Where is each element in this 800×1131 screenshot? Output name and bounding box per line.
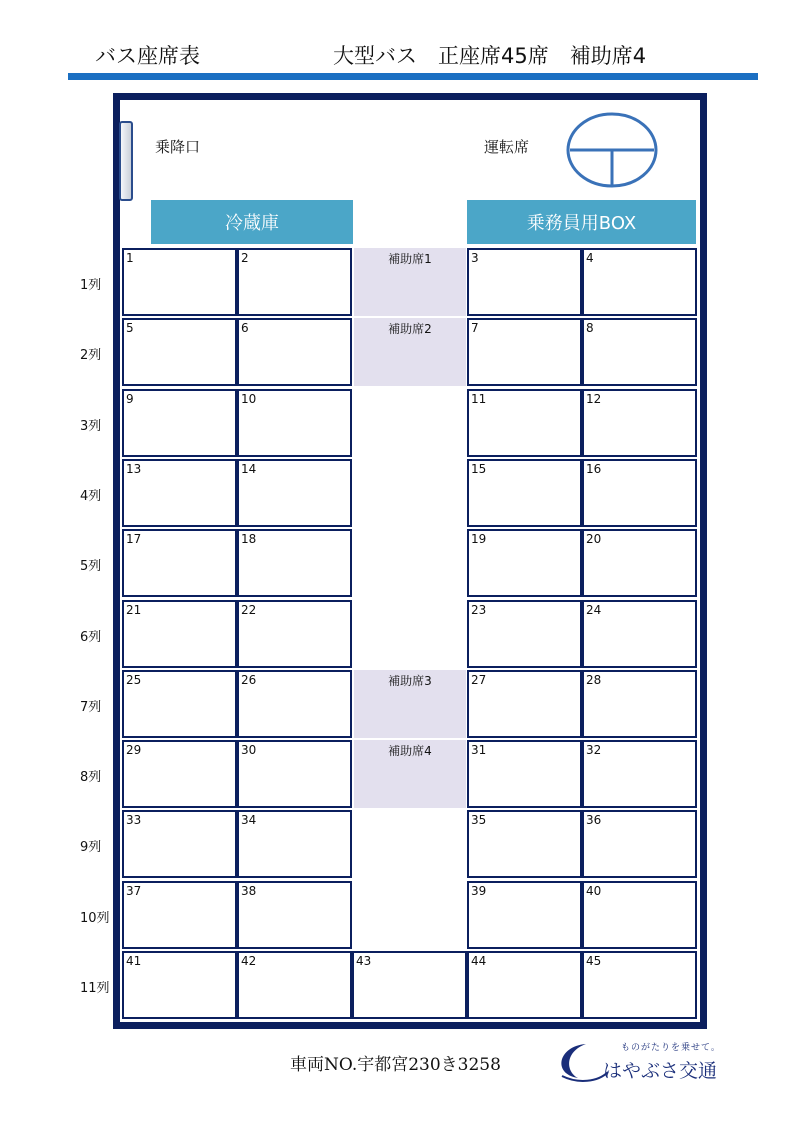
seat[interactable] (582, 318, 697, 386)
company-name: はやぶさ交通 (603, 1060, 718, 1082)
seat[interactable] (582, 248, 697, 316)
seat-number: 42 (241, 954, 257, 968)
seat[interactable] (467, 318, 582, 386)
seat-number: 4 (586, 251, 594, 265)
seat[interactable] (467, 670, 582, 738)
seat-number: 44 (471, 954, 487, 968)
header-title: バス座席表 (95, 44, 200, 68)
seat[interactable] (582, 740, 697, 808)
seat[interactable] (582, 529, 697, 597)
seat[interactable] (237, 670, 352, 738)
seat[interactable] (122, 389, 237, 457)
seat[interactable] (237, 810, 352, 878)
aux-seat[interactable] (354, 740, 466, 808)
seat[interactable] (122, 459, 237, 527)
seat-number: 2 (241, 251, 249, 265)
aux-seat[interactable] (354, 248, 466, 316)
seat-number: 35 (471, 813, 487, 827)
seat[interactable] (582, 881, 697, 949)
fridge-box: 冷蔵庫 (151, 200, 353, 244)
seat-number: 33 (126, 813, 142, 827)
seat-number: 29 (126, 743, 142, 757)
driver-label: 運転席 (484, 138, 530, 156)
seat-number: 18 (241, 532, 257, 546)
seat[interactable] (582, 389, 697, 457)
row-label: 3列 (80, 419, 102, 434)
seat[interactable] (582, 810, 697, 878)
seat-number: 6 (241, 321, 249, 335)
aux-seat[interactable] (354, 318, 466, 386)
row-label: 7列 (80, 700, 102, 715)
seat-number: 22 (241, 603, 257, 617)
row-label: 4列 (80, 489, 102, 504)
seat[interactable] (467, 459, 582, 527)
seat[interactable] (582, 670, 697, 738)
seat-number: 17 (126, 532, 142, 546)
seat[interactable] (237, 600, 352, 668)
seat-number: 27 (471, 673, 487, 687)
seat[interactable] (582, 951, 697, 1019)
seat-number: 28 (586, 673, 602, 687)
seat-number: 9 (126, 392, 134, 406)
seat-number: 36 (586, 813, 602, 827)
seat-number: 13 (126, 462, 142, 476)
seat-number: 43 (356, 954, 372, 968)
aux-seat-label: 補助席2 (388, 322, 432, 336)
seat[interactable] (122, 810, 237, 878)
seat[interactable] (237, 389, 352, 457)
steering-wheel-icon (566, 112, 658, 190)
seat[interactable] (122, 881, 237, 949)
seat[interactable] (467, 600, 582, 668)
row-label: 10列 (80, 911, 110, 926)
seat-number: 38 (241, 884, 257, 898)
seat-number: 7 (471, 321, 479, 335)
seat[interactable] (467, 740, 582, 808)
seat-number: 10 (241, 392, 257, 406)
seat[interactable] (237, 881, 352, 949)
seat-number: 31 (471, 743, 487, 757)
seat-number: 40 (586, 884, 602, 898)
seat-number: 11 (471, 392, 487, 406)
seat[interactable] (352, 951, 467, 1019)
row-label: 11列 (80, 981, 110, 996)
seat-number: 45 (586, 954, 602, 968)
aux-seat-label: 補助席1 (388, 252, 432, 266)
seat[interactable] (237, 529, 352, 597)
door-marker (119, 121, 133, 201)
seat[interactable] (237, 951, 352, 1019)
row-label: 2列 (80, 348, 102, 363)
seat-number: 15 (471, 462, 487, 476)
seat-number: 1 (126, 251, 134, 265)
seat-number: 37 (126, 884, 142, 898)
seat-number: 19 (471, 532, 487, 546)
seat[interactable] (122, 248, 237, 316)
seat-number: 25 (126, 673, 142, 687)
crew-box: 乗務員用BOX (467, 200, 696, 244)
seat[interactable] (122, 600, 237, 668)
seat[interactable] (582, 459, 697, 527)
seat-number: 21 (126, 603, 142, 617)
seat[interactable] (122, 529, 237, 597)
seat[interactable] (467, 881, 582, 949)
seat[interactable] (467, 951, 582, 1019)
header-rule (68, 73, 758, 80)
seat-number: 14 (241, 462, 257, 476)
seat[interactable] (122, 670, 237, 738)
seat-number: 3 (471, 251, 479, 265)
seat-number: 39 (471, 884, 487, 898)
company-tagline: ものがたりを乗せて。 (621, 1043, 721, 1053)
seat[interactable] (467, 810, 582, 878)
seat-number: 34 (241, 813, 257, 827)
aux-seat[interactable] (354, 670, 466, 738)
row-label: 9列 (80, 840, 102, 855)
row-label: 1列 (80, 278, 102, 293)
seat[interactable] (122, 740, 237, 808)
row-label: 8列 (80, 770, 102, 785)
seat-number: 5 (126, 321, 134, 335)
aux-seat-label: 補助席4 (388, 744, 432, 758)
seat-number: 8 (586, 321, 594, 335)
aux-seat-label: 補助席3 (388, 674, 432, 688)
seat-number: 23 (471, 603, 487, 617)
seat[interactable] (122, 318, 237, 386)
seat-number: 24 (586, 603, 602, 617)
door-label: 乗降口 (155, 138, 201, 156)
seat[interactable] (582, 600, 697, 668)
seat-number: 20 (586, 532, 602, 546)
seat-number: 16 (586, 462, 602, 476)
seat[interactable] (237, 248, 352, 316)
seat[interactable] (467, 389, 582, 457)
header-subtitle: 大型バス 正座席45席 補助席4 (333, 44, 647, 68)
row-label: 6列 (80, 630, 102, 645)
seat-number: 32 (586, 743, 602, 757)
seat-number: 41 (126, 954, 142, 968)
seat-number: 12 (586, 392, 602, 406)
seat-number: 30 (241, 743, 257, 757)
seat[interactable] (122, 951, 237, 1019)
seat[interactable] (467, 529, 582, 597)
seat[interactable] (467, 248, 582, 316)
seat[interactable] (237, 318, 352, 386)
registration-number: 車両NO.宇都宮230き3258 (290, 1055, 501, 1075)
seat[interactable] (237, 459, 352, 527)
seat-number: 26 (241, 673, 257, 687)
row-label: 5列 (80, 559, 102, 574)
seat[interactable] (237, 740, 352, 808)
